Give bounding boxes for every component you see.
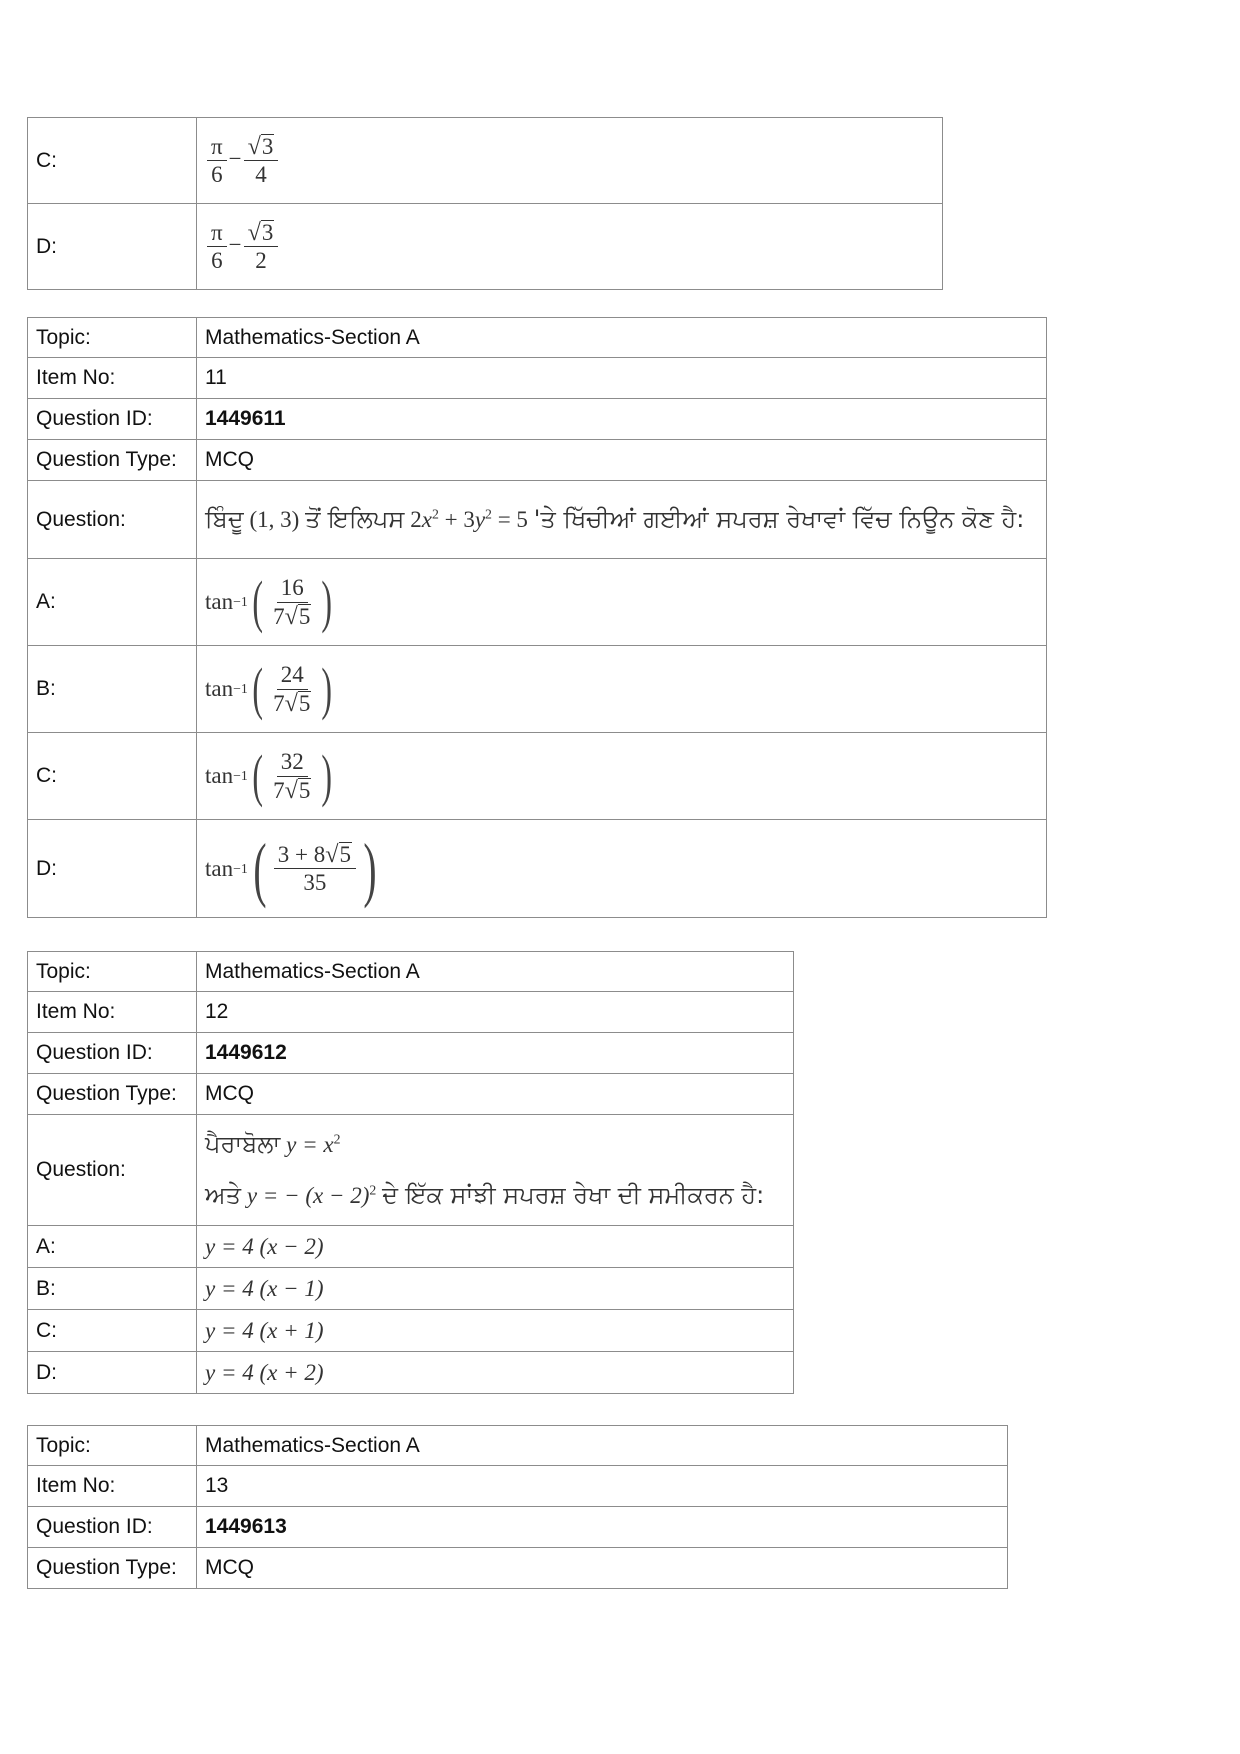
question-type-value: MCQ <box>197 440 1047 481</box>
option-label: A: <box>28 1226 197 1268</box>
radicand: 3 <box>261 133 274 159</box>
option-label: B: <box>28 646 197 733</box>
func-exp: −1 <box>233 594 248 609</box>
option-row <box>28 1352 794 1394</box>
option-math: tan −1 ( 24 7 √ 5 ) <box>205 656 333 721</box>
question-text-part: 'ਤੇ ਖਿੱਚੀਆਂ ਗਈਆਂ ਸਪਰਸ਼ ਰੇਖਾਵਾਂ ਵਿੱਚ ਨਿਊਨ ਕੋਣ ਹੈ: <box>533 504 1025 533</box>
option-math: tan −1 ( 32 7 √ 5 ) <box>205 743 333 808</box>
question-math-equation <box>410 507 528 532</box>
option-row <box>28 1226 794 1268</box>
topic-value: Mathematics-Section A <box>197 1426 1008 1466</box>
option-math: y = 4 (x + 2) <box>205 1359 324 1385</box>
option-label: D: <box>28 1352 197 1394</box>
den-coef: 7 <box>273 690 285 716</box>
numerator: 24 <box>277 662 308 689</box>
topic-value: Mathematics-Section A <box>197 952 794 992</box>
question-math-equation <box>286 1132 340 1157</box>
item-no-row <box>28 992 794 1033</box>
num-prefix: 3 + 8 <box>277 841 326 867</box>
question-row <box>28 1115 794 1226</box>
topic-label: Topic: <box>28 318 197 358</box>
question-id-label: Question ID: <box>28 1033 197 1074</box>
question-text-part: ਦੇ ਇੱਕ ਸਾਂਝੀ ਸਪਰਸ਼ ਰੇਖਾ ਦੀ ਸਮੀਕਰਨ ਹੈ: <box>382 1181 765 1209</box>
option-row <box>28 204 943 290</box>
eq-exp: 2 <box>485 506 492 522</box>
eq-expr: y = − (x − 2) <box>246 1183 370 1208</box>
numerator: 16 <box>277 575 308 602</box>
item-no-row <box>28 1466 1008 1507</box>
radicand: 5 <box>298 603 311 629</box>
numerator: π <box>207 220 227 247</box>
eq-coef: 2 <box>410 506 422 532</box>
topic-value: Mathematics-Section A <box>197 318 1047 358</box>
item-no-value: 11 <box>197 358 1047 399</box>
question-type-row <box>28 440 1047 481</box>
sqrt-icon: √ <box>284 689 298 717</box>
option-row <box>28 1268 794 1310</box>
item-no-row <box>28 358 1047 399</box>
operator: − <box>228 145 242 171</box>
den-coef: 7 <box>273 777 285 803</box>
func-exp: −1 <box>233 681 248 696</box>
func-name: tan <box>205 763 234 788</box>
question-type-value: MCQ <box>197 1074 794 1115</box>
question-text <box>197 481 1047 559</box>
option-label: C: <box>28 733 197 820</box>
option-row <box>28 646 1047 733</box>
eq-exp: 2 <box>369 1182 377 1198</box>
option-value <box>197 204 943 290</box>
sqrt-icon: √ <box>247 218 261 246</box>
topic-label: Topic: <box>28 1426 197 1466</box>
option-math: y = 4 (x + 1) <box>205 1317 324 1343</box>
question-type-label: Question Type: <box>28 440 197 481</box>
eq-exp: 2 <box>431 506 439 522</box>
sqrt-icon: √ <box>284 602 298 630</box>
item-no-value: 13 <box>197 1466 1008 1507</box>
den-coef: 7 <box>273 603 285 629</box>
eq-var: y <box>474 506 486 532</box>
option-value <box>197 1352 794 1394</box>
func-name: tan <box>205 676 234 701</box>
option-label: D: <box>28 820 197 918</box>
option-value <box>197 733 1047 820</box>
radicand: 5 <box>298 690 311 716</box>
question-type-row <box>28 1548 1008 1589</box>
denominator: 4 <box>255 162 267 187</box>
question-id-row <box>28 399 1047 440</box>
item-no-label: Item No: <box>28 1466 197 1507</box>
denominator: 35 <box>303 870 327 895</box>
func-exp: −1 <box>233 768 248 783</box>
question-type-label: Question Type: <box>28 1548 197 1589</box>
question-text-part: ਪੈਰਾਬੋਲਾ <box>205 1129 281 1158</box>
topic-row <box>28 318 1047 358</box>
radicand: 5 <box>339 841 352 867</box>
func-name: tan <box>205 855 234 881</box>
question-text-part: ਬਿੰਦੂ <box>205 504 244 533</box>
question-id-row <box>28 1033 794 1074</box>
option-label: C: <box>28 1310 197 1352</box>
option-row <box>28 820 1047 918</box>
question-11-table <box>27 317 1047 918</box>
func-name: tan <box>205 589 234 614</box>
denominator: 2 <box>255 248 267 273</box>
operator: − <box>228 231 242 257</box>
eq-expr: y = x <box>286 1131 334 1157</box>
sqrt-icon: √ <box>325 840 339 868</box>
eq-var: x <box>421 506 432 532</box>
eq-rhs: = 5 <box>491 506 528 532</box>
option-value <box>197 1310 794 1352</box>
option-row <box>28 559 1047 646</box>
eq-exp: 2 <box>333 1131 341 1147</box>
question-13-table <box>27 1425 1008 1589</box>
topic-row <box>28 1426 1008 1466</box>
option-label: D: <box>28 204 197 290</box>
question-text-part: ਅਤੇ <box>205 1181 241 1209</box>
option-label: B: <box>28 1268 197 1310</box>
question-label: Question: <box>28 481 197 559</box>
sqrt-icon: √ <box>247 132 261 160</box>
item-no-value: 12 <box>197 992 794 1033</box>
option-value <box>197 1226 794 1268</box>
item-no-label: Item No: <box>28 358 197 399</box>
option-math: y = 4 (x − 2) <box>205 1233 324 1259</box>
question-12-table <box>27 951 794 1394</box>
numerator: π <box>207 134 227 161</box>
question-id-value: 1449613 <box>197 1507 1008 1548</box>
question-text <box>197 1115 794 1226</box>
radicand: 5 <box>298 777 311 803</box>
option-math <box>205 132 280 187</box>
radicand: 3 <box>261 219 274 245</box>
numerator: 32 <box>277 749 308 776</box>
denominator: 6 <box>211 162 223 187</box>
option-label: A: <box>28 559 197 646</box>
func-exp: −1 <box>233 860 248 876</box>
option-value <box>197 646 1047 733</box>
question-text-part: ਤੋਂ ਇਲਿਪਸ <box>305 504 405 533</box>
question-type-value: MCQ <box>197 1548 1008 1589</box>
option-math <box>205 218 280 273</box>
option-math: y = 4 (x − 1) <box>205 1275 324 1301</box>
option-value <box>197 820 1047 918</box>
question-math-point: (1, 3) <box>249 506 300 532</box>
question-type-row <box>28 1074 794 1115</box>
prev-question-options-table <box>27 117 943 290</box>
question-id-value: 1449611 <box>197 399 1047 440</box>
question-math-equation <box>247 1183 376 1208</box>
option-label: C: <box>28 118 197 204</box>
item-no-label: Item No: <box>28 992 197 1033</box>
option-value <box>197 118 943 204</box>
topic-label: Topic: <box>28 952 197 992</box>
sqrt-icon: √ <box>284 776 298 804</box>
question-row <box>28 481 1047 559</box>
topic-row <box>28 952 794 992</box>
option-value <box>197 1268 794 1310</box>
question-type-label: Question Type: <box>28 1074 197 1115</box>
question-id-label: Question ID: <box>28 399 197 440</box>
option-math: tan −1 ( 3 + 8 √ 5 35 ) <box>205 828 377 909</box>
option-math: tan −1 ( 16 7 √ 5 ) <box>205 569 333 634</box>
question-id-value: 1449612 <box>197 1033 794 1074</box>
question-id-label: Question ID: <box>28 1507 197 1548</box>
option-row <box>28 1310 794 1352</box>
option-row <box>28 733 1047 820</box>
option-row <box>28 118 943 204</box>
option-value <box>197 559 1047 646</box>
question-id-row <box>28 1507 1008 1548</box>
question-label: Question: <box>28 1115 197 1226</box>
eq-coef: + 3 <box>438 506 475 532</box>
denominator: 6 <box>211 248 223 273</box>
